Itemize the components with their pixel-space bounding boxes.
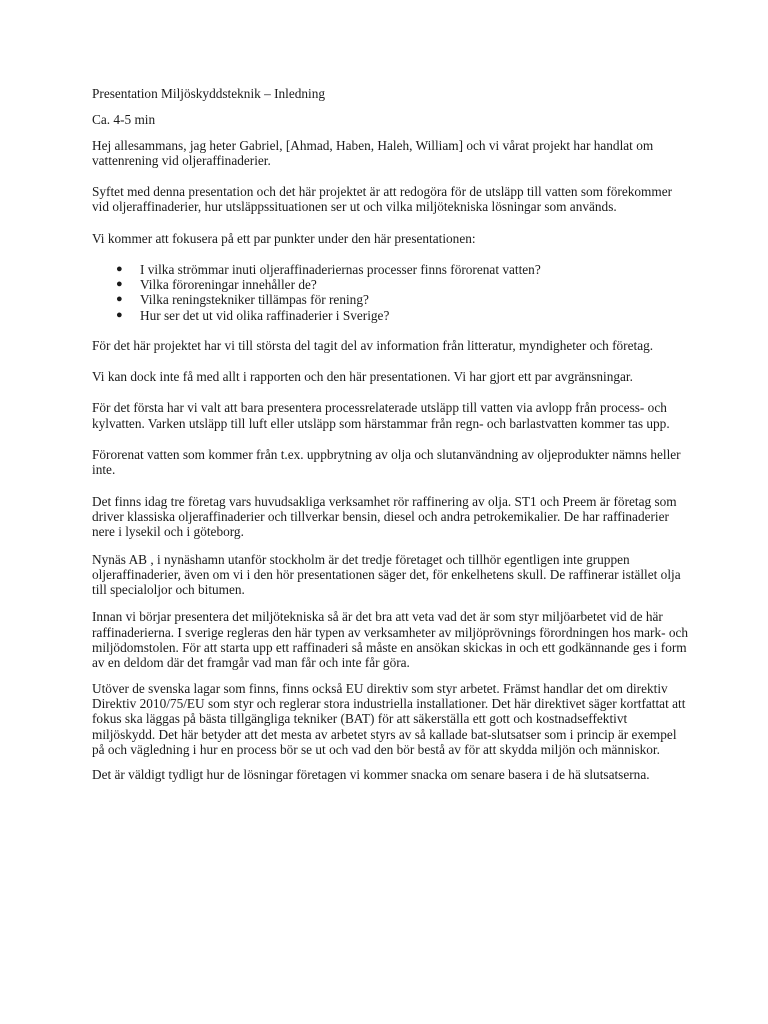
list-item-text: Hur ser det ut vid olika raffinaderier i Sverige? xyxy=(140,307,390,323)
paragraph-regulation: Innan vi börjar presentera det miljötekniska så är det bra att veta vad det är som styr miljöarbetet vid de här raffinaderierna. I sverige regleras den här typen av verksamheter av miljöprövnings förordningen hos mark- och miljödomstolen. För att starta upp ett raffinaderi så måste en ansökan skickas in och ett godkännande ges i form av en deldom där det framgår vad man får och inte får göra. xyxy=(92,609,689,671)
list-item-text: I vilka strömmar inuti oljeraffinaderiernas processer finns förorenat vatten? xyxy=(140,262,541,278)
list-item-text: Vilka föroreningar innehåller de? xyxy=(140,277,317,293)
paragraph-polluted-water: Förorenat vatten som kommer från t.ex. uppbrytning av olja och slutanvändning av oljeprodukter nämns heller inte. xyxy=(92,447,681,478)
paragraph-first-limit: För det första har vi valt att bara presentera processrelaterade utsläpp till vatten via avlopp från process- och kylvatten. Varken utsläpp till luft eller utsläpp som härstammar från regn- och barlastvatten kommer tas upp. xyxy=(92,400,670,431)
paragraph-companies: Det finns idag tre företag vars huvudsakliga verksamhet rör raffinering av olja. ST1 och Preem är företag som driver klassiska oljeraffinaderier och tillverkar bensin, diesel och andra petrokemikalier. De har raffinaderier nere i lysekil och i göteborg. xyxy=(92,493,677,540)
document-title: Presentation Miljöskyddsteknik – Inledning xyxy=(92,86,326,101)
paragraph-purpose: Syftet med denna presentation och det här projektet är att redogöra för de utsläpp till vatten som förekommer vid oljeraffinaderier, hur utsläppssituationen ser ut och vilka miljötekniska lösningar som används. xyxy=(92,184,673,215)
paragraph-intro: Hej allesammans, jag heter Gabriel, [Ahmad, Haben, Haleh, William] och vi vårat projekt har handlat om vattenrening vid oljeraffinaderier. xyxy=(92,137,654,168)
paragraph-eu-directive: Utöver de svenska lagar som finns, finns också EU direktiv som styr arbetet. Främst handlar det om direktiv Direktiv 2010/75/EU som styr och reglerar stora industriella installationer. Det här direktivet säger kortfattat att fokus ska läggas på bästa tillgängliga tekniker (BAT) för att säkerställa ett gott och kostnadseffektivt miljöskydd. Det här betyder att det mesta av arbetet styrs av så kallade bat-slutsatser som i princip är exempel på och vägledning i hur en process bör se ut och vad den bör bestå av för att skydda miljön och människor. xyxy=(92,680,686,757)
paragraph-limits: Vi kan dock inte få med allt i rapporten och den här presentationen. Vi har gjort ett par avgränsningar. xyxy=(92,369,633,385)
list-item xyxy=(92,262,692,277)
paragraph-sources: För det här projektet har vi till största del tagit del av information från litteratur, myndigheter och företag. xyxy=(92,337,654,353)
duration-text: Ca. 4-5 min xyxy=(92,112,156,128)
bullet-icon: ● xyxy=(116,278,123,291)
document-page xyxy=(92,86,692,782)
list-item xyxy=(92,308,692,323)
bullet-icon: ● xyxy=(116,263,123,276)
paragraph-conclusion: Det är väldigt tydligt hur de lösningar företagen vi kommer snacka om senare basera i de hä slutsatserna. xyxy=(92,767,650,783)
list-item xyxy=(92,277,692,292)
paragraph-focus: Vi kommer att fokusera på ett par punkter under den här presentationen: xyxy=(92,230,476,246)
paragraph-nynas: Nynäs AB , i nynäshamn utanför stockholm är det tredje företaget och tillhör egentligen inte gruppen oljeraffinaderier, även om vi i den hör presentationen säger det, för enkelhetens skull. De raffinerar istället olja till specialoljor och bitumen. xyxy=(92,551,681,598)
bullet-icon: ● xyxy=(116,293,123,306)
list-item xyxy=(92,292,692,307)
bullet-icon: ● xyxy=(116,308,123,321)
list-item-text: Vilka reningstekniker tillämpas för rening? xyxy=(140,292,369,308)
bullet-list xyxy=(92,262,692,323)
